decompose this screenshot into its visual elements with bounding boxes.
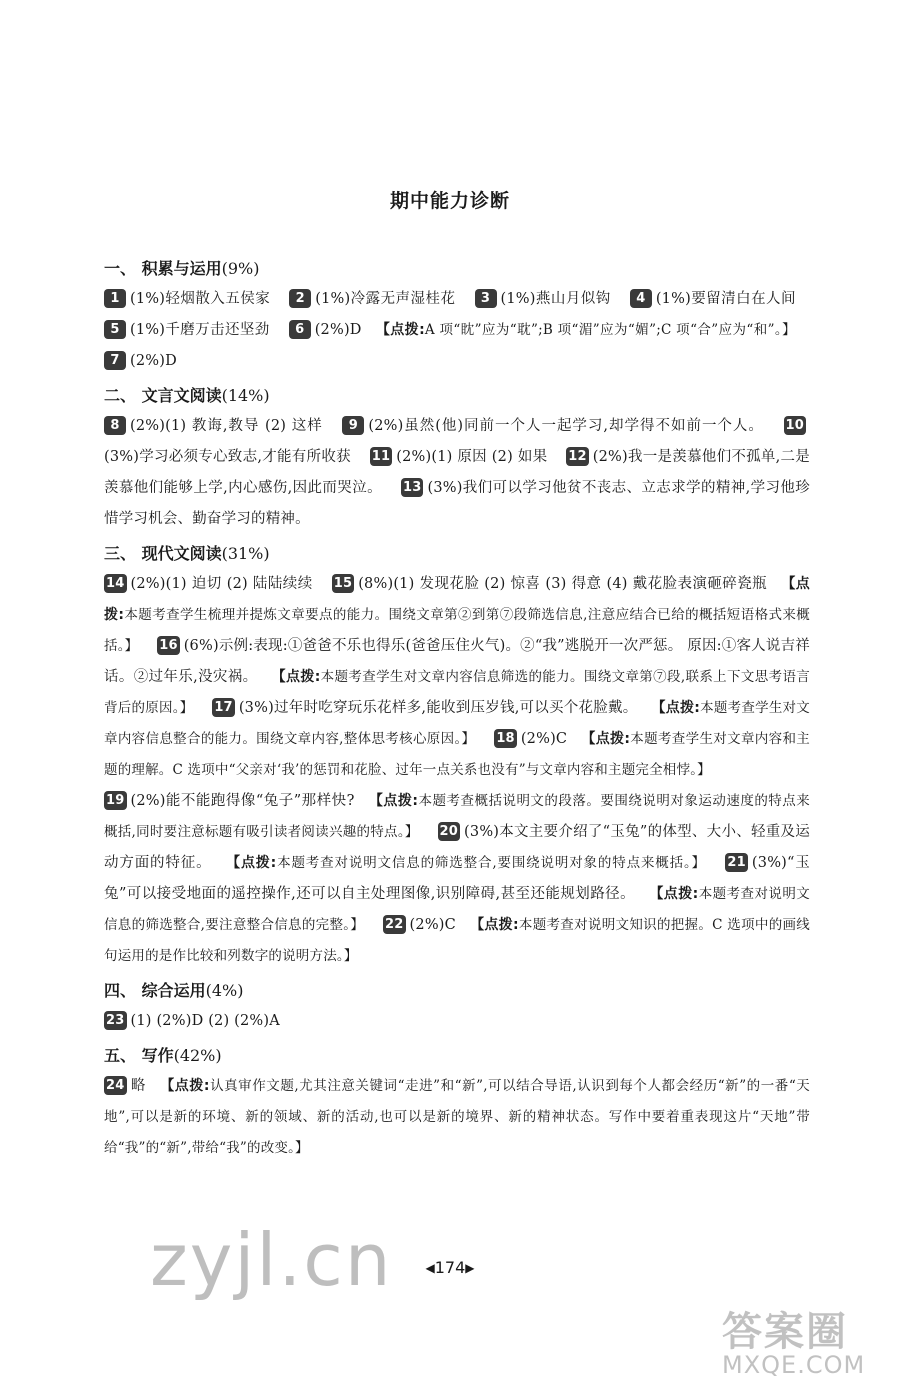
question-number: 11 <box>371 449 391 464</box>
section-body-2: 8 (2%)(1) 教诲,教导 (2) 这样 9 (2%)虽然(他)同前一个人一起学习,却学得不如前一个人。 10(3%)学习必须专心致志,才能有所收获 11 (2%)(1) 原因 (2) 如果 12 (2%)我一是羡慕他们不孤单,二是羡慕他们能够上学,内心感伤,因此而哭泣。 13 (3%)我们可以学习他贫不丧志、立志求学的精神,学习他珍惜学习机会、勤奋学习的精神。 <box>104 418 811 527</box>
section-heading-2: 二、 文言文阅读(14%) <box>104 386 270 405</box>
answer-content <box>104 250 810 1164</box>
question-number: 18 <box>496 731 515 746</box>
page-title: 期中能力诊断 <box>389 190 510 212</box>
section-body-4: 23 (1) (2%)D (2) (2%)A <box>106 1013 280 1029</box>
question-number: 6 <box>289 320 311 339</box>
question-number: 15 <box>333 576 353 591</box>
question-number: 17 <box>214 700 233 715</box>
section-heading-1: 一、 积累与运用(9%) <box>104 259 260 278</box>
right-triangle-icon: ▶ <box>465 1261 475 1275</box>
left-triangle-icon: ◀ <box>425 1261 435 1275</box>
question-number: 9 <box>342 416 364 435</box>
question-number: 22 <box>385 917 404 932</box>
question-number: 14 <box>106 576 125 591</box>
question-number: 23 <box>106 1013 125 1028</box>
watermark-logo: zyjl.cn <box>150 1218 393 1302</box>
question-number: 24 <box>106 1078 125 1093</box>
question-number: 10 <box>785 418 805 433</box>
section-heading-5: 五、 写作(42%) <box>104 1046 222 1065</box>
question-number: 13 <box>402 480 422 495</box>
question-number: 8 <box>104 416 126 435</box>
section-body-3b: 19 (2%)能不能跑得像“兔子”那样快? 【点拨:本题考查概括说明文的段落。要围绕说明对象运动速度的特点来概括,同时要注意标题有吸引读者阅读兴趣的特点。】 20 (3%)本文主要介绍了“玉兔”的体型、大小、轻重及运动方面的特征。 【点拨:本题考查对说明文信息的筛选整合,要围绕说明对象的特点来概括。】 21 (3%)“玉兔”可以接受地面的遥控操作,还可以自主处理图像,识别障碍,甚至还能规划路径。 【点拨:本题考查对说明文信息的筛选整合,要注意整合信息的完整。】 22 (2%)C 【点拨:本题考查对说明文知识的把握。C 选项中的画线句运用的是作比较和列数字的说明方法。】 <box>104 793 811 964</box>
question-number: 1 <box>104 289 126 308</box>
question-number: 3 <box>475 289 497 308</box>
page-number: ◀174▶ <box>425 1258 475 1277</box>
section-heading-4: 四、 综合运用(4%) <box>104 981 244 1000</box>
question-number: 2 <box>289 289 311 308</box>
question-number: 5 <box>104 320 126 339</box>
question-number: 20 <box>439 824 459 839</box>
question-number: 7 <box>104 351 126 370</box>
hint-label: 【点拨: <box>375 322 425 338</box>
question-number: 16 <box>159 638 178 653</box>
section-body-5: 24 略 【点拨:认真审作文题,尤其注意关键词“走进”和“新”,可以结合导语,认识到每个人都会经历“新”的一番“天地”,可以是新的环境、新的领域、新的活动,也可以是新的境界、新的精神状态。写作中要着重表现这片“天地”带给“我”的“新”,带给“我”的改变。】 <box>104 1078 810 1156</box>
section-heading-3: 三、 现代文阅读(31%) <box>104 544 270 563</box>
section-body-3a: 14 (2%)(1) 迫切 (2) 陆陆续续 15 (8%)(1) 发现花脸 (2) 惊喜 (3) 得意 (4) 戴花脸表演砸碎瓷瓶 【点拨:本题考查学生梳理并提炼文章要点的能力。围绕文章第②到第⑦段筛选信息,注意应结合已给的概括短语格式来概括。】 16 (6%)示例:表现:①爸爸不乐也得乐(爸爸压住火气)。②“我”逃脱开一次严惩。 原因:①客人说吉祥话。②过年乐,没灾祸。 【点拨:本题考查学生对文章内容信息筛选的能力。围绕文章第⑦段,联系上下文思考语言背后的原因。】 17 (3%)过年时吃穿玩乐花样多,能收到压岁钱,可以买个花脸戴。 【点拨:本题考查学生对文章内容信息整合的能力。围绕文章内容,整体思考核心原因。】 18 (2%)C 【点拨:本题考查学生对文章内容和主题的理解。C 选项中“父亲对‘我’的惩罚和花脸、过年一点关系也没有”与文章内容和主题完全相悖。】 <box>104 576 810 778</box>
question-number: 12 <box>568 449 587 464</box>
question-number: 4 <box>630 289 652 308</box>
watermark-stamp: 答案圈 MXQE.COM <box>722 1309 866 1379</box>
section-body-1: 1 (1%)轻烟散入五侯家 2 (1%)冷露无声湿桂花 3 (1%)燕山月似钩 4 (1%)要留清白在人间 5 (1%)千磨万击还坚劲 6 (2%)D 【点拨:A 项“眈”应为“耽”;B 项“湄”应为“媚”;C 项“合”应为“和”。】 7 (2%)D <box>104 284 810 377</box>
question-number: 21 <box>727 855 746 870</box>
question-number: 19 <box>106 793 125 808</box>
